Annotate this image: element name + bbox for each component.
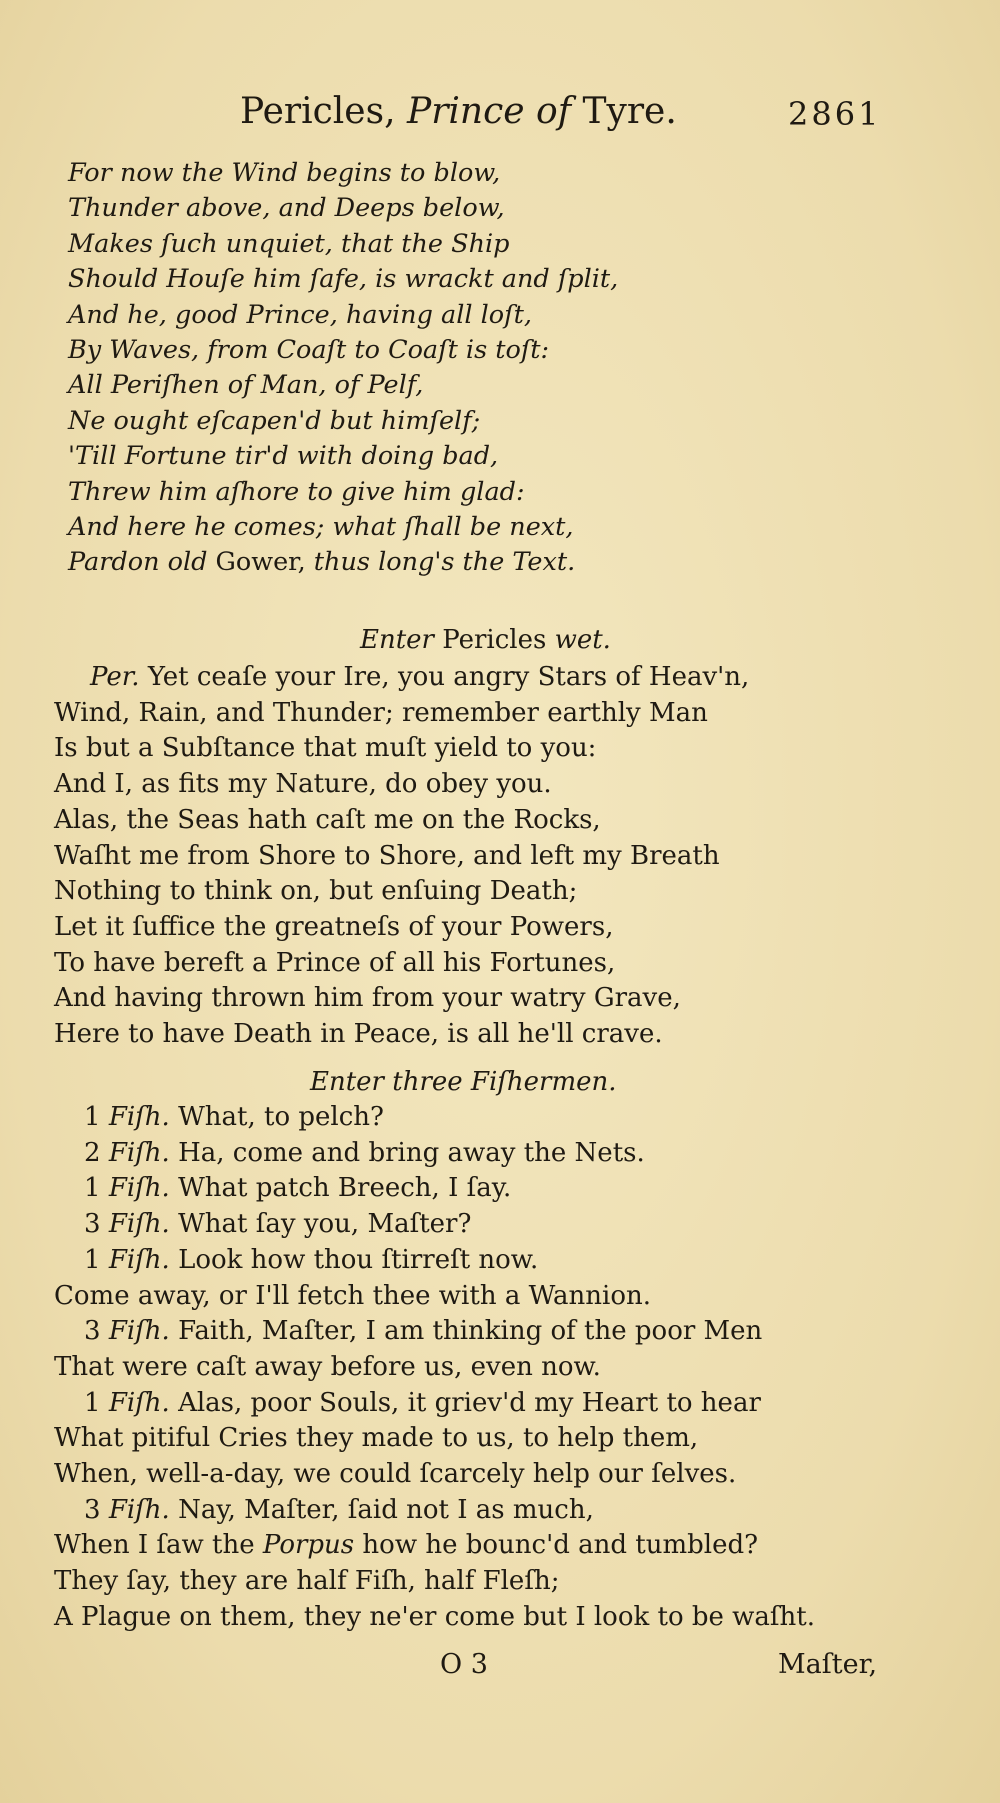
porpus-word: Porpus — [262, 1530, 355, 1561]
dialogue-line — [54, 1421, 815, 1457]
prologue-line: By Waves, from Coaſt to Coaſt is toſt: — [68, 335, 550, 366]
prologue-line: 'Till Fortune tir'd with doing bad, — [68, 441, 499, 472]
speech-line: And having thrown him from your watry Grave, — [54, 983, 681, 1014]
dialogue-text: Alas, poor Souls, it griev'd my Heart to hear — [169, 1387, 761, 1418]
speaker-number: 3 — [84, 1209, 109, 1240]
dialogue-line — [54, 1457, 815, 1493]
dialogue-line — [54, 1386, 815, 1422]
speaker-number: 1 — [84, 1387, 109, 1418]
prologue-last-part3: thus long's the Text. — [313, 547, 576, 578]
dialogue-text: What patch Breech, I ſay. — [169, 1173, 512, 1204]
prologue-last-part1: Pardon old — [68, 547, 216, 578]
porpus-part2: how he bounc'd and tumbled? — [354, 1530, 759, 1561]
stage-direction-enter-pericles — [360, 622, 611, 658]
speech-line: To have bereft a Prince of all his Fortunes, — [54, 947, 616, 978]
prologue-line: And here he comes; what ſhall be next, — [68, 512, 574, 543]
speech-line: Let it ſuffice the greatneſs of your Powers, — [54, 911, 614, 942]
speaker-fish: Fiſh. — [108, 1387, 170, 1418]
speaker-number: 3 — [84, 1316, 109, 1347]
dialogue-line — [54, 1171, 815, 1207]
dialogue-text: When, well-a-day, we could ſcarcely help our ſelves. — [54, 1459, 737, 1490]
dialogue-text: Ha, come and bring away the Nets. — [169, 1137, 645, 1168]
dialogue-line — [54, 1279, 815, 1315]
prologue-line: Makes ſuch unquiet, that the Ship — [68, 228, 510, 259]
speaker-fish: Fiſh. — [108, 1102, 170, 1132]
prologue-line: All Periſhen of Man, of Pelf, — [68, 370, 424, 401]
dialogue-line — [54, 1207, 815, 1243]
speaker-number: 3 — [84, 1494, 109, 1525]
dialogue-text: What pitiful Cries they made to us, to help them, — [54, 1423, 699, 1454]
speech-line: Nothing to think on, but enſuing Death; — [54, 876, 578, 907]
speech-line: Alas, the Seas hath caſt me on the Rocks, — [54, 804, 601, 835]
title-tyre: Tyre. — [582, 91, 677, 132]
speaker-fish: Fiſh. — [108, 1137, 170, 1168]
dialogue-line: A Plague on them, they ne'er come but I look to be waſht. — [54, 1601, 816, 1632]
speaker-number: 1 — [84, 1102, 109, 1132]
speaker-number: 1 — [84, 1244, 109, 1275]
dialogue-line: They ſay, they are half Fiſh, half Fleſh; — [54, 1566, 560, 1597]
prologue-last-line — [68, 545, 618, 580]
prologue-line: And he, good Prince, having all loſt, — [68, 299, 532, 330]
speech-line-text: Yet ceaſe your Ire, you angry Stars of Heav'n, — [139, 662, 750, 692]
speaker-number: 1 — [84, 1173, 109, 1204]
catchword: Maſter, — [778, 1649, 878, 1680]
speaker-fish: Fiſh. — [108, 1316, 170, 1347]
prologue-line: For now the Wind begins to blow, — [68, 158, 501, 188]
porpus-part1: When I ſaw the — [54, 1530, 263, 1561]
page-number: 2861 — [788, 95, 882, 133]
speech-line: Wind, Rain, and Thunder; remember earthly Man — [54, 697, 708, 728]
speech-line: Waſht me from Shore to Shore, and left my Breath — [54, 840, 720, 871]
dialogue-line — [54, 1100, 815, 1136]
dialogue-line — [54, 1528, 815, 1564]
title-pericles: Pericles, — [240, 91, 407, 132]
pericles-speech — [54, 660, 749, 1053]
stage-fishermen-text: Enter three Fiſhermen. — [310, 1067, 617, 1097]
stage-pericles: Pericles — [442, 625, 555, 655]
gower-prologue — [68, 156, 618, 581]
speaker-number: 2 — [84, 1137, 109, 1168]
dialogue-line — [54, 1493, 815, 1529]
signature-mark: O 3 — [440, 1649, 488, 1680]
dialogue-line — [54, 1243, 815, 1279]
running-title — [240, 88, 677, 136]
dialogue-text: What ſay you, Maſter? — [169, 1209, 472, 1240]
dialogue-text: Faith, Maſter, I am thinking of the poor Men — [169, 1316, 763, 1347]
dialogue-text: That were caſt away before us, even now. — [54, 1351, 601, 1382]
dialogue-text: Come away, or I'll fetch thee with a Wannion. — [54, 1280, 652, 1311]
title-prince-of: Prince of — [406, 91, 583, 132]
prologue-line: Thunder above, and Deeps below, — [68, 193, 505, 224]
dialogue-line — [54, 1314, 815, 1350]
prologue-line: Ne ought eſcapen'd but himſelf; — [68, 405, 481, 436]
dialogue-text: What, to pelch? — [169, 1102, 384, 1132]
speech-line: And I, as fits my Nature, do obey you. — [54, 769, 552, 800]
prologue-gower: Gower, — [215, 547, 314, 578]
stage-wet: wet. — [554, 625, 611, 655]
dialogue-text: Nay, Maſter, ſaid not I as much, — [169, 1494, 594, 1525]
speech-line: Is but a Subſtance that muſt yield to you: — [54, 733, 597, 764]
dialogue-text: Look how thou ſtirreſt now. — [169, 1244, 539, 1275]
speaker-fish: Fiſh. — [108, 1494, 170, 1525]
stage-direction-fishermen — [310, 1064, 617, 1100]
speaker-fish: Fiſh. — [108, 1244, 170, 1275]
prologue-line: Should Houſe him ſafe, is wrackt and ſplit, — [68, 264, 619, 295]
prologue-line: Threw him aſhore to give him glad: — [68, 476, 525, 507]
stage-enter: Enter — [360, 625, 443, 655]
speaker-fish: Fiſh. — [108, 1209, 170, 1240]
fishermen-dialogue — [54, 1100, 815, 1636]
speech-first-line — [54, 660, 749, 696]
speaker-per: Per. — [90, 662, 140, 692]
speaker-fish: Fiſh. — [108, 1173, 170, 1204]
speech-line: Here to have Death in Peace, is all he'll crave. — [54, 1019, 663, 1050]
dialogue-line — [54, 1136, 815, 1172]
dialogue-line — [54, 1350, 815, 1386]
